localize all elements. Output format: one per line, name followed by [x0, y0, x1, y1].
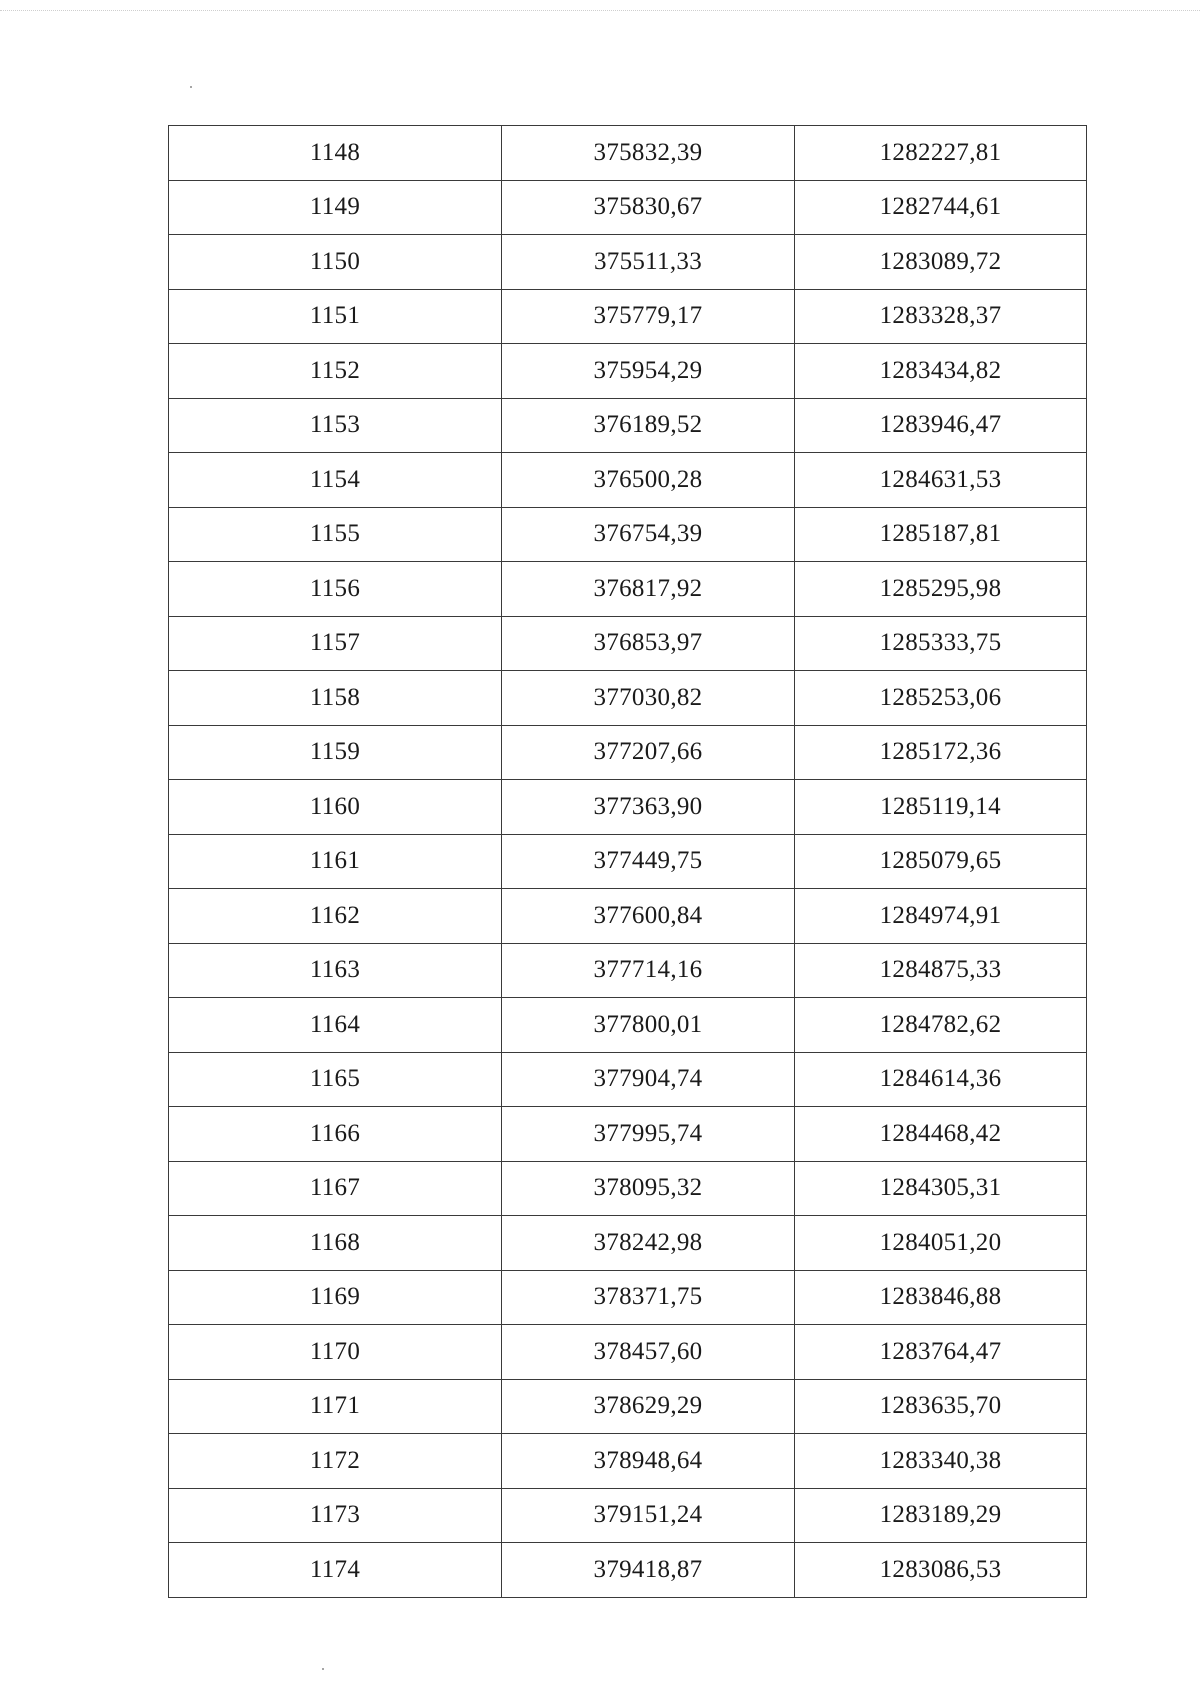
y-coordinate-cell: 1284614,36: [795, 1052, 1087, 1107]
point-number-cell: 1173: [169, 1488, 502, 1543]
y-coordinate-cell: 1283086,53: [795, 1543, 1087, 1598]
table-row: [169, 834, 1087, 889]
table-row: [169, 998, 1087, 1053]
point-number-cell: 1150: [169, 235, 502, 290]
x-coordinate-cell: 378371,75: [502, 1270, 795, 1325]
y-coordinate-cell: 1283434,82: [795, 344, 1087, 399]
table-row: [169, 725, 1087, 780]
x-coordinate-cell: 375832,39: [502, 126, 795, 181]
table-row: [169, 126, 1087, 181]
x-coordinate-cell: 377600,84: [502, 889, 795, 944]
y-coordinate-cell: 1283340,38: [795, 1434, 1087, 1489]
x-coordinate-cell: 379151,24: [502, 1488, 795, 1543]
y-coordinate-cell: 1285333,75: [795, 616, 1087, 671]
point-number-cell: 1159: [169, 725, 502, 780]
table-row: [169, 616, 1087, 671]
y-coordinate-cell: 1285253,06: [795, 671, 1087, 726]
point-number-cell: 1155: [169, 507, 502, 562]
table-row: [169, 1216, 1087, 1271]
x-coordinate-cell: 376754,39: [502, 507, 795, 562]
y-coordinate-cell: 1284631,53: [795, 453, 1087, 508]
y-coordinate-cell: 1285172,36: [795, 725, 1087, 780]
table-row: [169, 398, 1087, 453]
x-coordinate-cell: 377207,66: [502, 725, 795, 780]
point-number-cell: 1148: [169, 126, 502, 181]
y-coordinate-cell: 1283846,88: [795, 1270, 1087, 1325]
y-coordinate-cell: 1283764,47: [795, 1325, 1087, 1380]
scan-top-edge: [0, 10, 1200, 11]
y-coordinate-cell: 1285079,65: [795, 834, 1087, 889]
table-row: [169, 562, 1087, 617]
table-row: [169, 235, 1087, 290]
y-coordinate-cell: 1284875,33: [795, 943, 1087, 998]
point-number-cell: 1164: [169, 998, 502, 1053]
point-number-cell: 1170: [169, 1325, 502, 1380]
table-row: [169, 1325, 1087, 1380]
y-coordinate-cell: 1282744,61: [795, 180, 1087, 235]
y-coordinate-cell: 1283089,72: [795, 235, 1087, 290]
point-number-cell: 1165: [169, 1052, 502, 1107]
x-coordinate-cell: 377030,82: [502, 671, 795, 726]
y-coordinate-cell: 1283635,70: [795, 1379, 1087, 1434]
point-number-cell: 1157: [169, 616, 502, 671]
y-coordinate-cell: 1285187,81: [795, 507, 1087, 562]
scan-speck: [322, 1668, 324, 1670]
point-number-cell: 1160: [169, 780, 502, 835]
scan-speck: [190, 86, 192, 88]
point-number-cell: 1154: [169, 453, 502, 508]
point-number-cell: 1162: [169, 889, 502, 944]
coordinates-table-body: [169, 126, 1087, 1598]
y-coordinate-cell: 1284305,31: [795, 1161, 1087, 1216]
table-row: [169, 1161, 1087, 1216]
x-coordinate-cell: 377363,90: [502, 780, 795, 835]
x-coordinate-cell: 375830,67: [502, 180, 795, 235]
y-coordinate-cell: 1283189,29: [795, 1488, 1087, 1543]
table-row: [169, 1052, 1087, 1107]
y-coordinate-cell: 1284468,42: [795, 1107, 1087, 1162]
point-number-cell: 1161: [169, 834, 502, 889]
y-coordinate-cell: 1285119,14: [795, 780, 1087, 835]
point-number-cell: 1166: [169, 1107, 502, 1162]
x-coordinate-cell: 375954,29: [502, 344, 795, 399]
table-row: [169, 289, 1087, 344]
x-coordinate-cell: 378095,32: [502, 1161, 795, 1216]
table-row: [169, 1107, 1087, 1162]
table-row: [169, 780, 1087, 835]
point-number-cell: 1152: [169, 344, 502, 399]
table-row: [169, 1543, 1087, 1598]
point-number-cell: 1156: [169, 562, 502, 617]
table-row: [169, 1434, 1087, 1489]
x-coordinate-cell: 378457,60: [502, 1325, 795, 1380]
table-row: [169, 180, 1087, 235]
table-row: [169, 671, 1087, 726]
y-coordinate-cell: 1282227,81: [795, 126, 1087, 181]
table-row: [169, 344, 1087, 399]
y-coordinate-cell: 1284974,91: [795, 889, 1087, 944]
point-number-cell: 1153: [169, 398, 502, 453]
table-row: [169, 1488, 1087, 1543]
y-coordinate-cell: 1283946,47: [795, 398, 1087, 453]
point-number-cell: 1171: [169, 1379, 502, 1434]
x-coordinate-cell: 377995,74: [502, 1107, 795, 1162]
y-coordinate-cell: 1283328,37: [795, 289, 1087, 344]
x-coordinate-cell: 379418,87: [502, 1543, 795, 1598]
point-number-cell: 1149: [169, 180, 502, 235]
point-number-cell: 1174: [169, 1543, 502, 1598]
x-coordinate-cell: 376853,97: [502, 616, 795, 671]
point-number-cell: 1172: [169, 1434, 502, 1489]
coordinates-table: [168, 125, 1087, 1598]
table-row: [169, 889, 1087, 944]
point-number-cell: 1168: [169, 1216, 502, 1271]
y-coordinate-cell: 1285295,98: [795, 562, 1087, 617]
point-number-cell: 1151: [169, 289, 502, 344]
x-coordinate-cell: 377714,16: [502, 943, 795, 998]
table-row: [169, 507, 1087, 562]
x-coordinate-cell: 377449,75: [502, 834, 795, 889]
x-coordinate-cell: 376817,92: [502, 562, 795, 617]
x-coordinate-cell: 377800,01: [502, 998, 795, 1053]
point-number-cell: 1169: [169, 1270, 502, 1325]
x-coordinate-cell: 375511,33: [502, 235, 795, 290]
x-coordinate-cell: 378948,64: [502, 1434, 795, 1489]
y-coordinate-cell: 1284051,20: [795, 1216, 1087, 1271]
x-coordinate-cell: 376189,52: [502, 398, 795, 453]
table-row: [169, 943, 1087, 998]
point-number-cell: 1167: [169, 1161, 502, 1216]
table-row: [169, 453, 1087, 508]
x-coordinate-cell: 375779,17: [502, 289, 795, 344]
x-coordinate-cell: 378629,29: [502, 1379, 795, 1434]
table-row: [169, 1379, 1087, 1434]
y-coordinate-cell: 1284782,62: [795, 998, 1087, 1053]
x-coordinate-cell: 377904,74: [502, 1052, 795, 1107]
x-coordinate-cell: 376500,28: [502, 453, 795, 508]
point-number-cell: 1158: [169, 671, 502, 726]
x-coordinate-cell: 378242,98: [502, 1216, 795, 1271]
table-row: [169, 1270, 1087, 1325]
point-number-cell: 1163: [169, 943, 502, 998]
